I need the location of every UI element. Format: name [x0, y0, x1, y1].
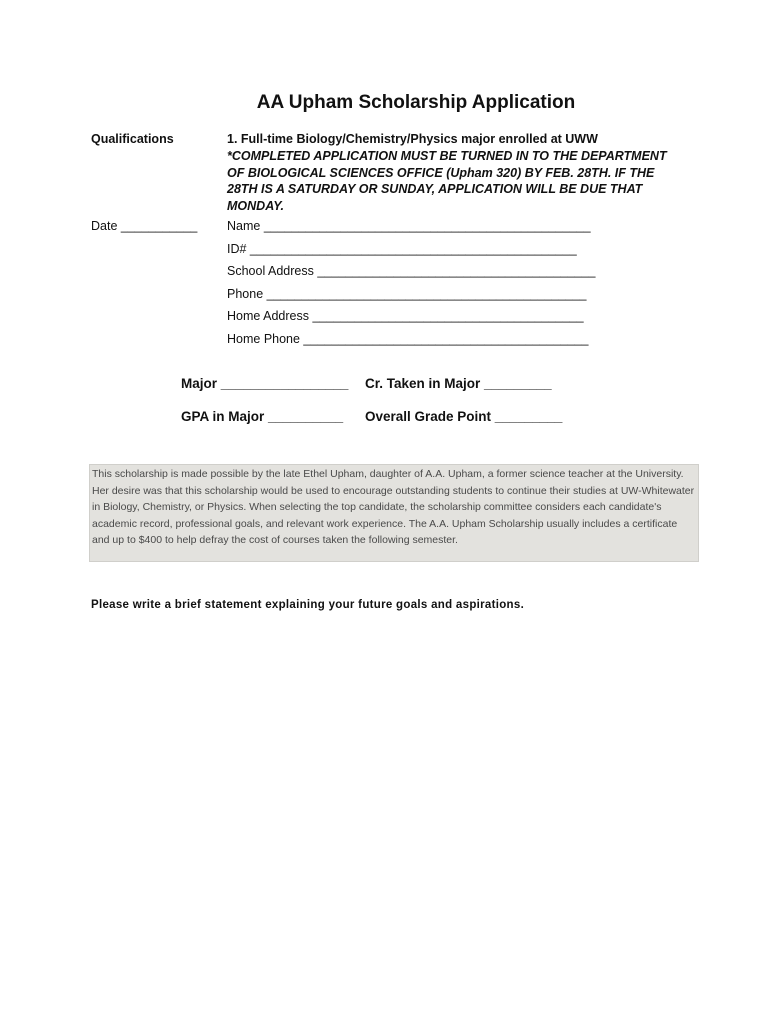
- school-address-field[interactable]: School Address ________________________________________: [227, 264, 596, 278]
- home-address-field[interactable]: Home Address _______________________________________: [227, 309, 584, 323]
- statement-prompt: Please write a brief statement explaining your future goals and aspirations.: [91, 599, 525, 611]
- page-title: AA Upham Scholarship Application: [256, 92, 576, 113]
- overall-grade-field[interactable]: Overall Grade Point _________: [365, 409, 563, 424]
- date-field[interactable]: Date ___________: [91, 219, 198, 233]
- gpa-major-field[interactable]: GPA in Major __________: [181, 409, 344, 424]
- submission-requirement: *COMPLETED APPLICATION MUST BE TURNED IN TO THE DEPARTMENT OF BIOLOGICAL SCIENCES OFFICE (Upham 320) BY FEB. 28TH. IF THE 28TH IS A SATURDAY OR SUNDAY, APPLICATION WILL BE DUE THAT MONDAY.: [227, 149, 667, 213]
- id-field[interactable]: ID# _______________________________________________: [227, 242, 577, 256]
- credits-field[interactable]: Cr. Taken in Major _________: [365, 376, 552, 391]
- scholarship-description: This scholarship is made possible by the late Ethel Upham, daughter of A.A. Upham, a former science teacher at the University. Her desire was that this scholarship would be used to encourage outstanding students to continue their studies at UW-Whitewater in Biology, Chemistry, or Physics. When selecting the top candidate, the scholarship committee considers each candidate's academic record, professional goals, and relevant work experience. The A.A. Upham Scholarship usually includes a certificate and up to $400 to help defray the cost of courses taken the following semester.: [89, 464, 699, 562]
- major-field[interactable]: Major _________________: [181, 376, 349, 391]
- name-field[interactable]: Name _______________________________________________: [227, 219, 591, 233]
- home-phone-field[interactable]: Home Phone _________________________________________: [227, 332, 589, 346]
- qualifications-label: Qualifications: [91, 132, 174, 146]
- qualification-item: 1. Full-time Biology/Chemistry/Physics major enrolled at UWW: [227, 132, 598, 146]
- phone-field[interactable]: Phone ______________________________________________: [227, 287, 587, 301]
